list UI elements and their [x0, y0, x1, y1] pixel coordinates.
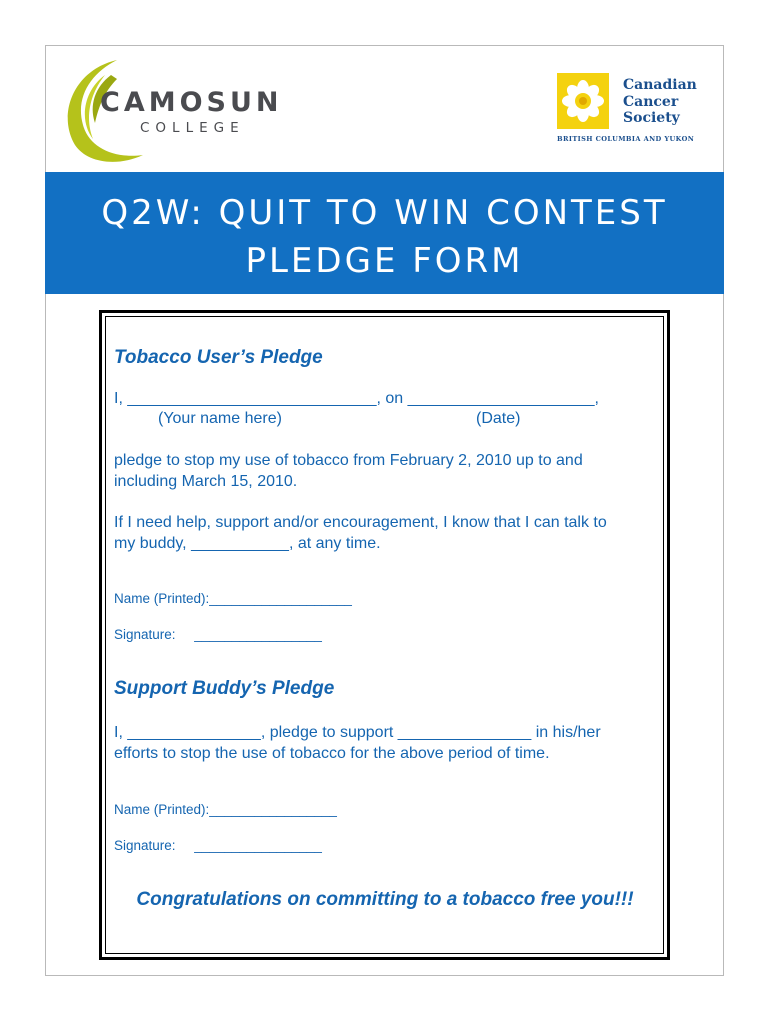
ccs-subtitle: BRITISH COLUMBIA AND YUKON [557, 135, 695, 143]
camosun-name: CAMOSUN [100, 87, 283, 118]
help-paragraph-line: If I need help, support and/or encouragement, I know that I can talk to [114, 514, 607, 531]
closing-message: Congratulations on committing to a tobacco free you!!! [136, 889, 634, 910]
tobacco-signature-field: Signature: _________________ [114, 627, 322, 642]
buddy-pledge-line: I, _______________, pledge to support _______________ in his/her [114, 724, 601, 741]
pledge-paragraph-line: including March 15, 2010. [114, 473, 298, 490]
help-paragraph-line: my buddy, ___________, at any time. [114, 535, 381, 552]
title-banner [45, 172, 724, 294]
tobacco-pledge-name-date-line: I, ____________________________, on _____________________, [114, 390, 599, 407]
buddy-pledge-heading: Support Buddy’s Pledge [114, 678, 335, 699]
daffodil-icon [557, 73, 609, 129]
title-line-1: Q2W: QUIT TO WIN CONTEST [101, 193, 668, 233]
buddy-pledge-line: efforts to stop the use of tobacco for the above period of time. [114, 745, 550, 762]
pledge-paragraph-line: pledge to stop my use of tobacco from February 2, 2010 up to and [114, 452, 583, 469]
date-caption: (Date) [476, 410, 521, 427]
title-line-2: PLEDGE FORM [245, 241, 524, 281]
tobacco-name-printed-field: Name (Printed):___________________ [114, 591, 352, 606]
camosun-subtitle: COLLEGE [140, 120, 245, 136]
ccs-name-line: Cancer [623, 93, 679, 110]
ccs-name-line: Society [623, 110, 680, 126]
tobacco-pledge-heading: Tobacco User’s Pledge [114, 347, 323, 368]
ccs-name-line: Canadian [623, 77, 697, 93]
ccs-name [623, 77, 697, 127]
buddy-signature-field: Signature: _________________ [114, 838, 322, 853]
your-name-caption: (Your name here) [158, 410, 282, 427]
buddy-name-printed-field: Name (Printed):_________________ [114, 802, 337, 817]
